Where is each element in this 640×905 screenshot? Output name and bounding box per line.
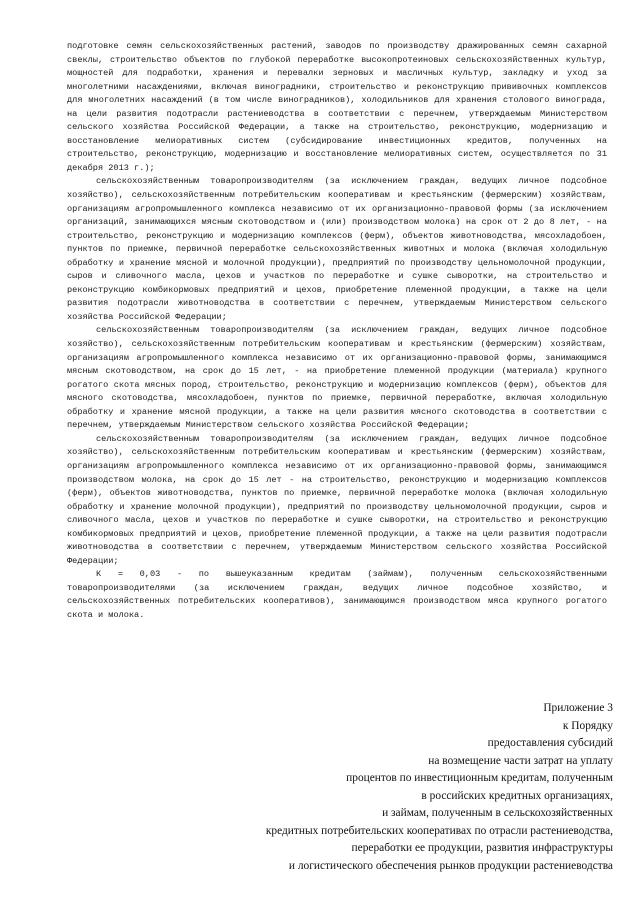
appendix-line: переработки ее продукции, развития инфраструктуры: [351, 842, 613, 854]
paragraph-livestock: сельскохозяйственным товаропроизводителям (за исключением граждан, ведущих личное подсобное хозяйство), сельскохозяйственным потребительским кооперативам и крестьянским (фермерским) хозяйствам, организациям агропромышленного комплекса независимо от их организационно-правовой формы (за исключением организаций, занимающихся мясным скотоводством и (или) производством молока) на срок от 2 до 8 лет, - на строительство, реконструкцию и модернизацию комплексов (ферм), объектов животноводства, мясохладобоен, пунктов по приемке, первичной переработке сельскохозяйственных животных и молока (включая холодильную обработку и хранение мясной и молочной продукции), предприятий по производству цельномолочной продукции, сыров и сливочного масла, цехов и участков по переработке и сушке сыворотки, на строительство и реконструкцию комбикормовых предприятий и цехов, приобретение племенной продукции, а также на цели развития подотрасли животноводства в соответствии с перечнем, утверждаемым Министерством сельского хозяйства Российской Федерации;: [67, 176, 607, 322]
appendix-line: процентов по инвестиционным кредитам, полученным: [346, 772, 613, 784]
paragraph-coefficient: К = 0,03 - по вышеуказанным кредитам (займам), полученным сельскохозяйственными товаропроизводителями (за исключением граждан, ведущих личное подсобное хозяйство, и сельскохозяйственных потребительских кооперативов), занимающимся производством мяса крупного рогатого скота и молока.: [67, 569, 607, 620]
paragraph-dairy: сельскохозяйственным товаропроизводителям (за исключением граждан, ведущих личное подсобное хозяйство), сельскохозяйственным потребительским кооперативам и крестьянским (фермерским) хозяйствам, организациям агропромышленного комплекса независимо от их организационно-правовой формы, занимающимся производством молока, на срок до 15 лет - на строительство, реконструкцию и модернизацию комплексов (ферм), объектов животноводства, пунктов по приемке, первичной переработке молока (включая холодильную обработку и хранение молочной продукции), предприятий по производству цельномолочной продукции, сыров и сливочного масла, цехов и участков по переработке и сушке сыворотки, на строительство и реконструкцию комбикормовых предприятий и цехов, приобретение племенной продукции, а также на цели развития подотрасли животноводства в соответствии с перечнем, утверждаемым Министерством сельского хозяйства Российской Федерации;: [67, 433, 607, 566]
appendix-title: Приложение 3: [543, 702, 613, 714]
paragraph-beef-cattle: сельскохозяйственным товаропроизводителям (за исключением граждан, ведущих личное подсобное хозяйство), сельскохозяйственным потребительским кооперативам и крестьянским (фермерским) хозяйствам, организациям агропромышленного комплекса независимо от их организационно-правовой формы, занимающимся мясным скотоводством, на срок до 15 лет, - на приобретение племенной продукции (материала) крупного рогатого скота мясных пород, строительство, реконструкцию и модернизацию комплексов (ферм), объектов для мясного скотоводства, мясохладобоен, пунктов по приемке, первичной переработке, включая холодильную обработку и хранение мясной продукции, а также на цели развития мясного скотоводства в соответствии с перечнем, утверждаемым Министерством сельского хозяйства Российской Федерации;: [67, 325, 607, 431]
document-body: [67, 40, 607, 623]
appendix-line: предоставления субсидий: [487, 737, 613, 749]
paragraph-continuation: подготовке семян сельскохозяйственных растений, заводов по производству дражированных семян сахарной свеклы, строительство объектов по глубокой переработке высокопротеиновых сельскохозяйственных культур, мощностей для подработки, хранения и перевалки зерновых и масличных культур, закладку и уход за многолетними насаждениями, включая виноградники, строительство и реконструкцию прививочных комплексов для многолетних насаждений (в том числе виноградников), холодильников для хранения столового винограда, на цели развития подотрасли растениеводства в соответствии с перечнем, утверждаемым Министерством сельского хозяйства Российской Федерации, а также на строительство, реконструкцию, модернизацию и восстановление мелиоративных систем (субсидирование инвестиционных кредитов, полученных на строительство, реконструкцию, модернизацию и восстановление мелиоративных систем, осуществляется по 31 декабря 2013 г.);: [67, 41, 607, 173]
appendix-line: в российских кредитных организациях,: [421, 789, 613, 802]
appendix-line: на возмещение части затрат на уплату: [428, 754, 613, 767]
appendix-line: и логистического обеспечения рынков продукции растениеводства: [288, 859, 613, 872]
appendix-line: к Порядку: [562, 719, 613, 732]
appendix-header: [93, 700, 613, 875]
appendix-line: кредитных потребительских кооперативах по отрасли растениеводства,: [265, 824, 613, 837]
appendix-line: и займам, полученным в сельскохозяйственных: [382, 807, 613, 819]
